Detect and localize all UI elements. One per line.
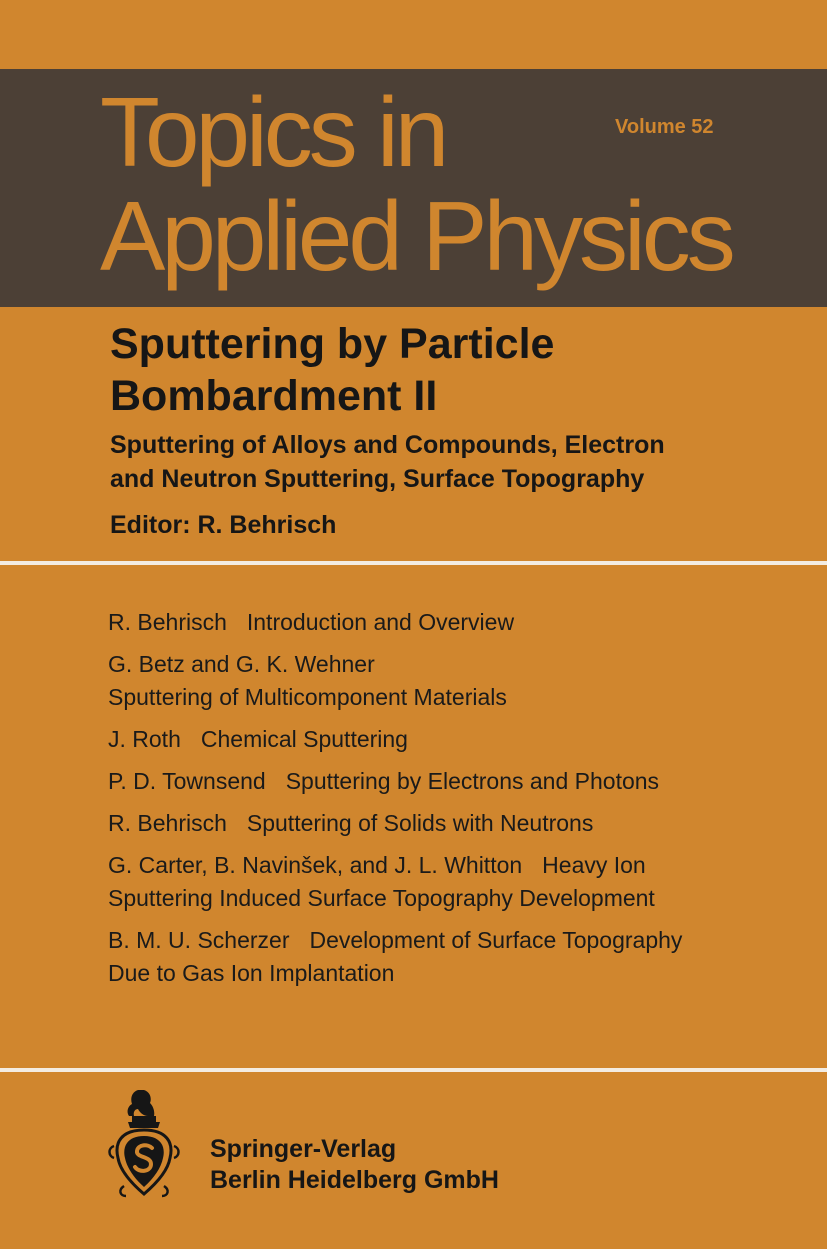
entry-author: B. M. U. Scherzer	[108, 927, 290, 953]
publisher-line1: Springer-Verlag	[210, 1135, 397, 1163]
entry-author: R. Behrisch	[108, 609, 227, 635]
series-title-line1: Topics in	[100, 77, 446, 187]
book-title-line2: Bombardment II	[110, 372, 438, 420]
contents-entry	[108, 723, 808, 756]
entry-author: J. Roth	[108, 726, 181, 752]
publisher-line2: Berlin Heidelberg GmbH	[210, 1166, 499, 1194]
contents-entry	[108, 765, 808, 798]
springer-knight-logo-icon	[104, 1086, 184, 1202]
entry-title: Sputtering by Electrons and Photons	[285, 768, 660, 794]
contents-entry	[108, 606, 808, 639]
editor-line: Editor: R. Behrisch	[110, 511, 337, 539]
entry-title-continued: Sputtering Induced Surface Topography Development	[108, 885, 655, 911]
series-title-line2: Applied Physics	[100, 181, 732, 291]
publisher	[210, 1134, 499, 1196]
contents-entry	[108, 648, 808, 714]
entry-title: Introduction and Overview	[246, 609, 515, 635]
entry-author: R. Behrisch	[108, 810, 227, 836]
book-title	[110, 318, 554, 422]
book-subtitle-line1: Sputtering of Alloys and Compounds, Electron	[110, 431, 665, 459]
entry-title: Chemical Sputtering	[200, 726, 408, 752]
divider-top	[0, 561, 827, 565]
entry-title: Sputtering of Solids with Neutrons	[246, 810, 594, 836]
entry-title: Sputtering of Multicomponent Materials	[108, 684, 507, 710]
entry-author: G. Betz and G. K. Wehner	[108, 651, 375, 677]
entry-title: Development of Surface Topography	[309, 927, 683, 953]
contents-list	[108, 606, 808, 999]
book-title-line1: Sputtering by Particle	[110, 320, 555, 368]
contents-entry	[108, 807, 808, 840]
volume-number: Volume 52	[615, 116, 714, 138]
entry-author: P. D. Townsend	[108, 768, 266, 794]
contents-entry	[108, 849, 808, 915]
series-title	[100, 77, 732, 291]
divider-bottom	[0, 1068, 827, 1072]
book-subtitle-line2: and Neutron Sputtering, Surface Topography	[110, 465, 645, 493]
entry-title: Heavy Ion	[542, 852, 646, 878]
entry-author: G. Carter, B. Navinšek, and J. L. Whitton	[108, 852, 523, 878]
book-subtitle	[110, 428, 665, 496]
contents-entry	[108, 924, 808, 990]
entry-title-continued: Due to Gas Ion Implantation	[108, 960, 395, 986]
